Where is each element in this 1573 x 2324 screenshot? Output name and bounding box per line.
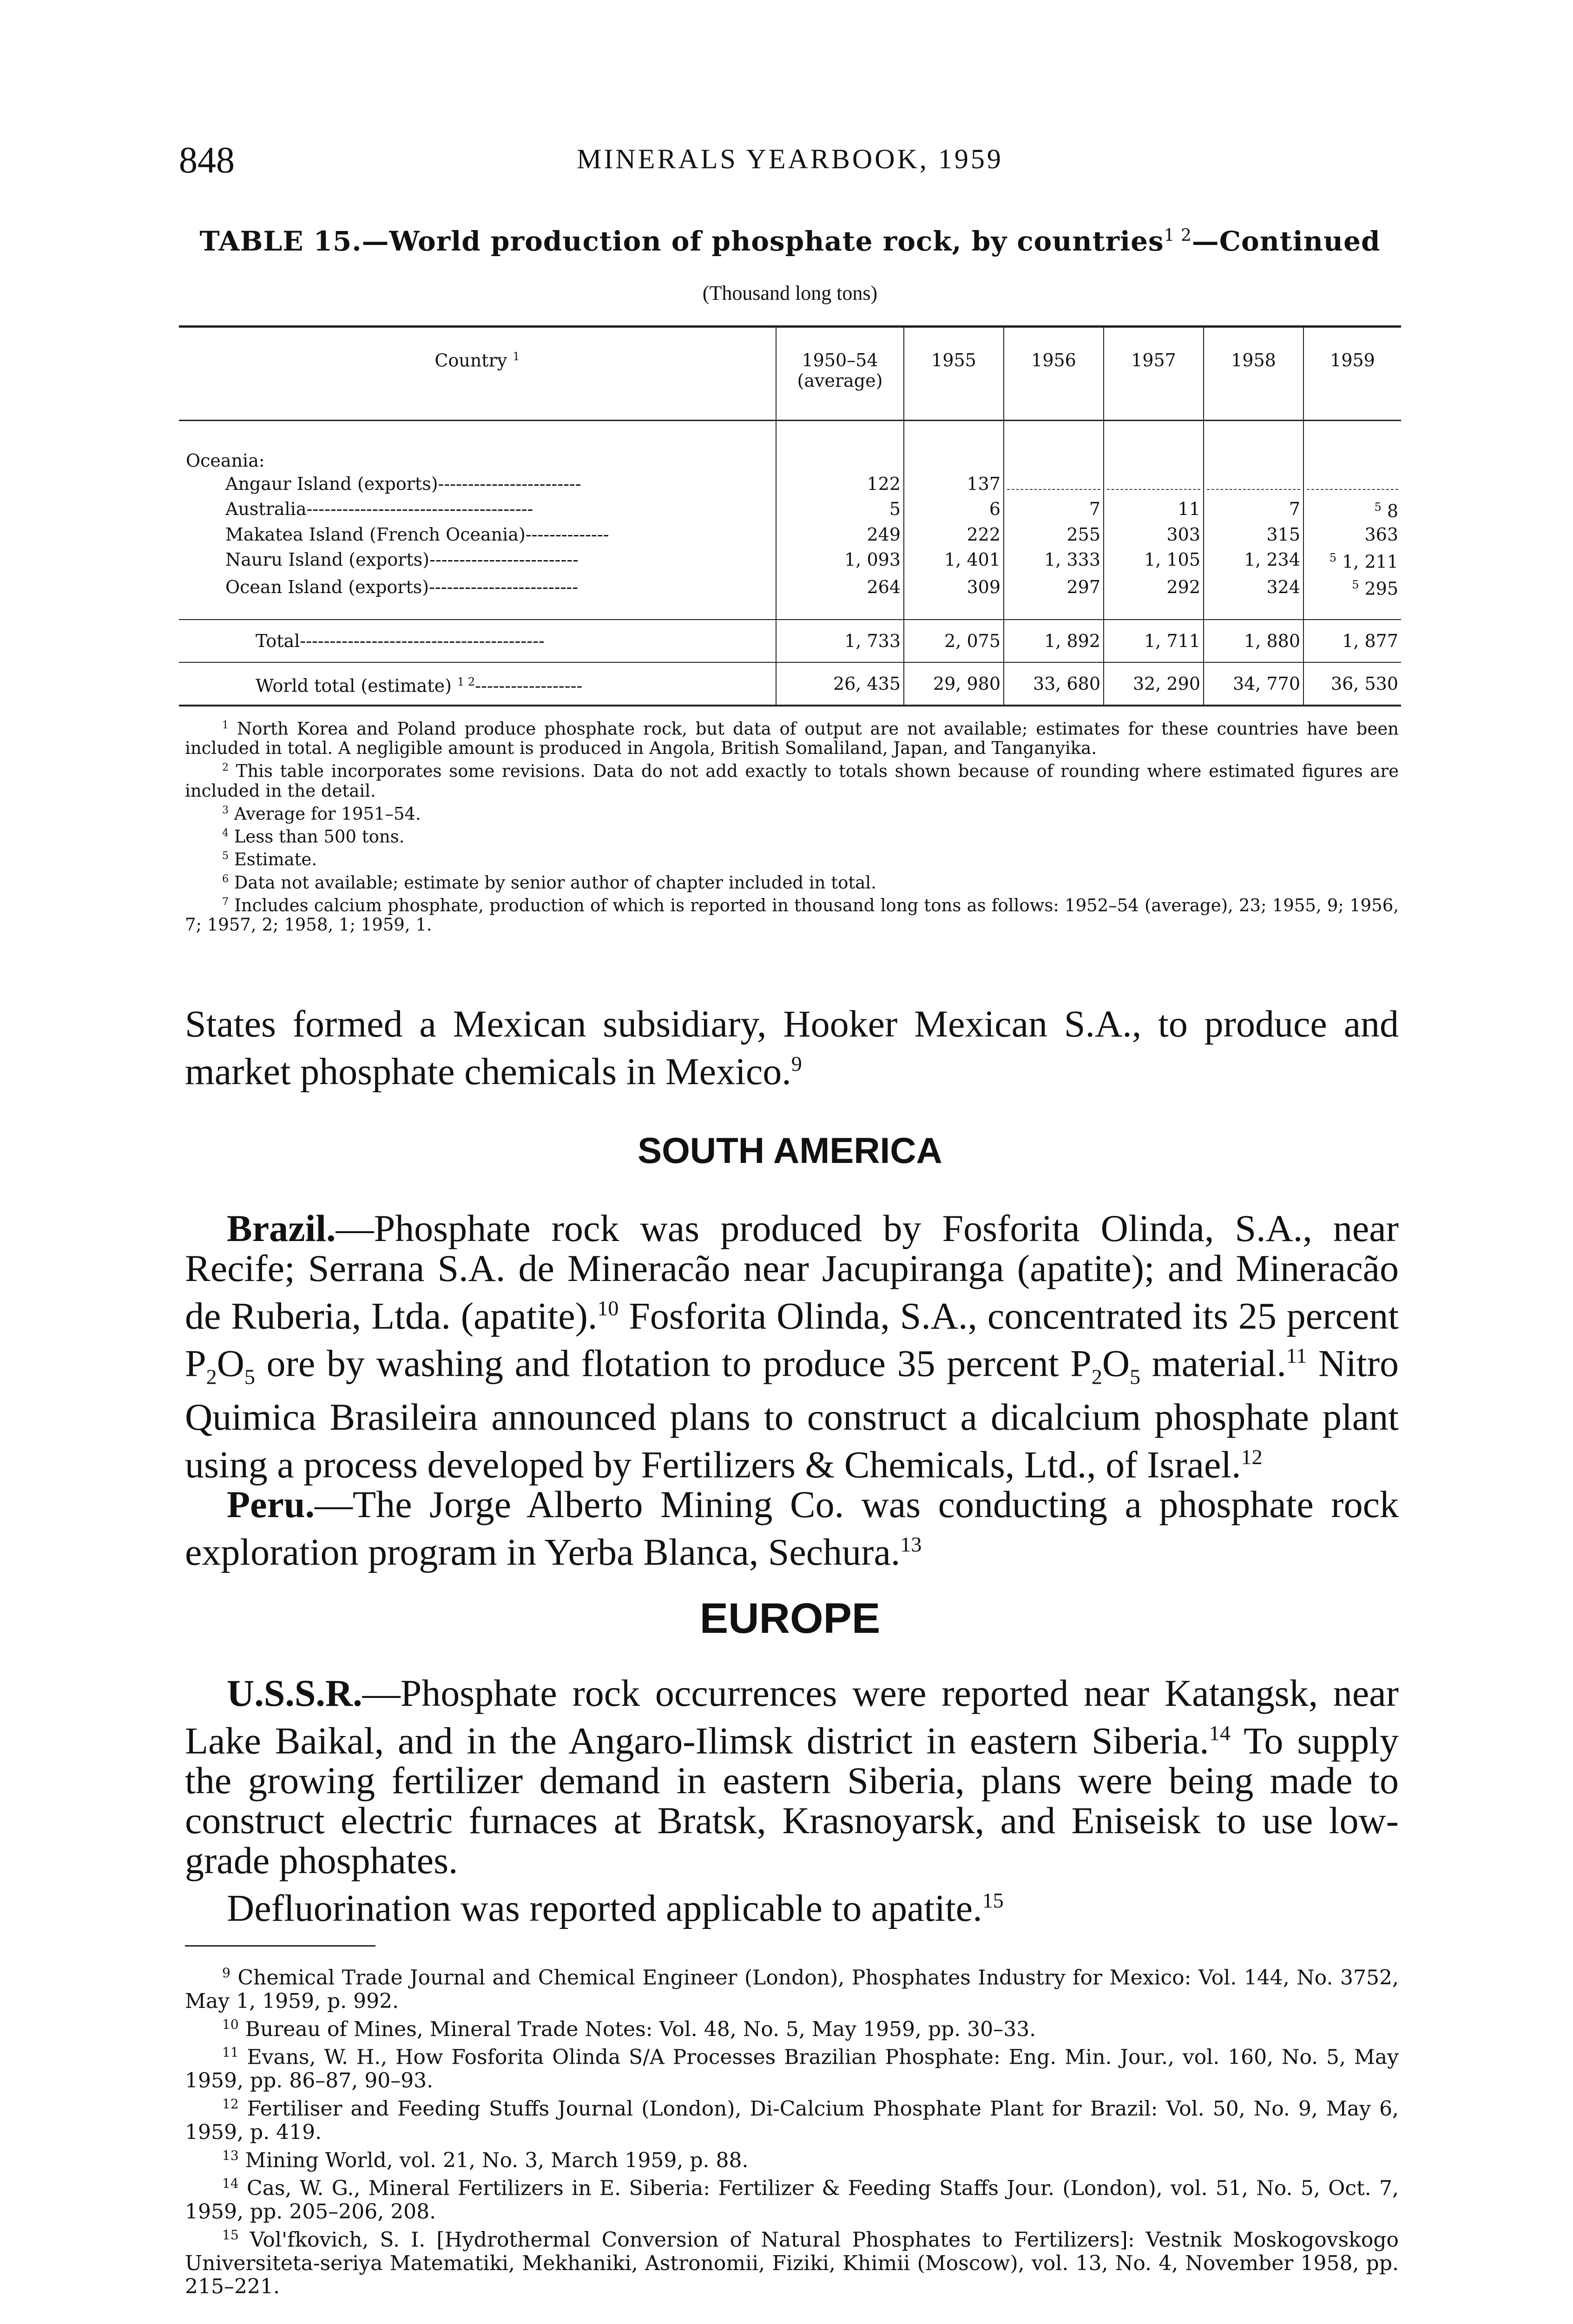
region-label: Oceania:	[186, 450, 265, 471]
value-cell: 1, 234	[1204, 546, 1303, 574]
ussr-paragraph: U.S.S.R.—Phosphate rock occurrences were reported near Katangsk, near Lake Baikal, and in the Angaro-Ilimsk district in eastern Siberia.$^{14}$ To supply the growing fertilizer demand in eastern Siberia, plans were being made to construct electric furnaces at Bratsk, Krasnoyarsk, and Eniseisk to use low-grade phosphates.	[185, 1672, 1399, 1882]
value-cell: 32, 290	[1104, 662, 1204, 706]
table-title	[179, 225, 1401, 257]
value-cell: 1, 733	[776, 620, 904, 662]
value-cell	[1204, 472, 1303, 495]
table-footnote: $^5$ Estimate.	[222, 849, 317, 870]
value-cell: 303	[1104, 523, 1204, 546]
table-title-suffix: —Continued	[1191, 225, 1381, 257]
ussr-lead: U.S.S.R.	[227, 1672, 362, 1714]
world-total-label-cell: World total (estimate) $^{1 2}$------------------	[179, 662, 776, 706]
value-cell: 1, 880	[1204, 620, 1303, 662]
page-footnotes	[185, 1961, 1399, 2298]
peru-lead: Peru.	[227, 1483, 315, 1526]
country-name: Makatea Island (French Oceania)	[225, 524, 526, 545]
value-cell: 7	[1004, 495, 1104, 523]
value-cell: 315	[1204, 523, 1303, 546]
defluorination-paragraph: Defluorination was reported applicable to apatite.$^{15}$	[227, 1887, 1004, 1929]
column-header-country-label: Country	[434, 350, 507, 371]
south-america-text	[185, 1208, 1399, 1572]
reference-footnote: $^{14}$ Cas, W. G., Mineral Fertilizers in E. Siberia: Fertilizer & Feeding Staffs Jour. (London), vol. 51, No. 5, Oct. 7, 1959, pp. 205–206, 208.	[185, 2176, 1399, 2224]
continuation-paragraph: States formed a Mexican subsidiary, Hooker Mexican S.A., to produce and market phosphate chemicals in Mexico.$^9$	[185, 1003, 1399, 1093]
value-cell: 29, 980	[904, 662, 1004, 706]
column-header-1958: 1958	[1204, 327, 1303, 421]
value-cell: 1, 401	[904, 546, 1004, 574]
footnote-ref: 5	[1374, 501, 1382, 514]
footnote-ref: 9	[791, 1052, 802, 1076]
value-cell: 137	[904, 472, 1004, 495]
brazil-lead: Brazil.	[227, 1207, 336, 1249]
total-label-cell: Total-----------------------------------------	[179, 620, 776, 662]
value-text: 295	[1364, 578, 1398, 599]
europe-text	[185, 1673, 1399, 1928]
value-cell: 11	[1104, 495, 1204, 523]
value-cell: 309	[904, 573, 1004, 601]
country-cell: Makatea Island (French Oceania)--------------	[225, 524, 609, 545]
column-header-1955: 1955	[904, 327, 1004, 421]
reference-footnote: $^{15}$ Vol'fkovich, S. I. [Hydrothermal Conversion of Natural Phosphates to Fertilizers]: Vestnik Moskogovskogo Universiteta-seriya Matematiki, Mekhaniki, Astronomii, Fiziki, Khimii (Moscow), vol. 13, No. 4, November 1958, pp. 215–221.	[185, 2227, 1399, 2298]
value-cell: 1, 711	[1104, 620, 1204, 662]
country-name: Australia	[225, 499, 307, 520]
value-cell: 249	[776, 523, 904, 546]
value-cell: 292	[1104, 573, 1204, 601]
running-header	[179, 139, 1401, 181]
running-title: MINERALS YEARBOOK, 1959	[577, 144, 1003, 174]
reference-footnote: $^{11}$ Evans, W. H., How Fosforita Olinda S/A Processes Brazilian Phosphate: Eng. Min. Jour., vol. 160, No. 5, May 1959, pp. 86–87, 90–93.	[185, 2045, 1399, 2093]
page-number: 848	[179, 140, 235, 181]
value-cell: 297	[1004, 573, 1104, 601]
country-name: Nauru Island (exports)	[225, 549, 430, 570]
region-row	[179, 421, 1401, 473]
footnote-ref: 5	[1329, 551, 1337, 564]
table-units: (Thousand long tons)	[702, 282, 878, 304]
column-header-1956: 1956	[1004, 327, 1104, 421]
value-cell: 363	[1303, 523, 1401, 546]
column-header-country	[179, 327, 776, 421]
table-footnotes	[185, 716, 1399, 935]
table-header-row	[179, 327, 1401, 421]
table-row	[179, 546, 1401, 574]
section-heading-south-america: SOUTH AMERICA	[638, 1130, 942, 1171]
value-cell: 5	[776, 495, 904, 523]
table-footnote: $^3$ Average for 1951–54.	[222, 803, 421, 824]
column-header-1959: 1959	[1303, 327, 1401, 421]
table-title-footnote-ref: 1 2	[1164, 226, 1192, 245]
value-cell: 6	[904, 495, 1004, 523]
table-row	[179, 495, 1401, 523]
value-cell: 222	[904, 523, 1004, 546]
world-total-label: World total (estimate)	[256, 675, 452, 696]
table-footnote: $^1$ North Korea and Poland produce phosphate rock, but data of output are not available; estimates for these countries have been included in total. A negligible amount is produced in Angola, British Somaliland, Japan, and Tanganyika.	[185, 719, 1399, 759]
value-cell	[1004, 472, 1104, 495]
country-cell: Ocean Island (exports)-------------------------	[225, 576, 579, 597]
table-footnote: $^2$ This table incorporates some revisions. Data do not add exactly to totals shown because of rounding where estimated figures are included in the detail.	[185, 761, 1399, 801]
no-data-dash	[1207, 476, 1300, 490]
country-name: Angaur Island (exports)	[225, 474, 438, 494]
value-cell	[1104, 472, 1204, 495]
value-cell	[1303, 495, 1401, 523]
world-total-footnote-ref: 1 2	[457, 675, 475, 688]
reference-footnote: $^9$ Chemical Trade Journal and Chemical Engineer (London), Phosphates Industry for Mexico: Vol. 144, No. 3752, May 1, 1959, p. 992.	[185, 1965, 1399, 2013]
world-total-row	[179, 662, 1401, 706]
phosphate-table	[179, 325, 1401, 706]
no-data-dash	[1307, 476, 1398, 490]
value-cell: 1, 093	[776, 546, 904, 574]
column-header-1957: 1957	[1104, 327, 1204, 421]
value-cell: 34, 770	[1204, 662, 1303, 706]
footnote-ref: 5	[1352, 578, 1359, 592]
reference-footnote: $^{12}$ Fertiliser and Feeding Stuffs Journal (London), Di-Calcium Phosphate Plant for Brazil: Vol. 50, No. 9, May 6, 1959, p. 419.	[185, 2096, 1399, 2144]
table-footnote: $^4$ Less than 500 tons.	[222, 826, 405, 847]
table-row	[179, 472, 1401, 495]
value-cell: 36, 530	[1303, 662, 1401, 706]
column-header-1950-54: 1950–54 (average)	[776, 327, 904, 421]
country-cell: Nauru Island (exports)-------------------------	[225, 549, 579, 570]
column-header-country-footnote-ref: 1	[513, 350, 520, 363]
value-cell	[1303, 546, 1401, 574]
value-cell: 122	[776, 472, 904, 495]
value-cell: 1, 877	[1303, 620, 1401, 662]
country-name: Ocean Island (exports)	[225, 576, 429, 597]
table-footnote: $^7$ Includes calcium phosphate, production of which is reported in thousand long tons as follows: 1952–54 (average), 23; 1955, 9; 1956, 7; 1957, 2; 1958, 1; 1959, 1.	[185, 895, 1399, 935]
value-cell: 26, 435	[776, 662, 904, 706]
value-cell: 2, 075	[904, 620, 1004, 662]
value-cell: 7	[1204, 495, 1303, 523]
country-cell: Australia--------------------------------------	[225, 499, 533, 520]
value-text: 8	[1387, 501, 1398, 522]
value-cell: 33, 680	[1004, 662, 1104, 706]
table-row	[179, 573, 1401, 601]
value-cell: 264	[776, 573, 904, 601]
no-data-dash	[1007, 476, 1100, 490]
value-cell: 1, 333	[1004, 546, 1104, 574]
country-cell: Angaur Island (exports)------------------------	[225, 474, 581, 494]
reference-footnote: $^{10}$ Bureau of Mines, Mineral Trade Notes: Vol. 48, No. 5, May 1959, pp. 30–33.	[222, 2016, 1036, 2041]
total-row	[179, 620, 1401, 662]
value-cell: 1, 105	[1104, 546, 1204, 574]
table-title-text: TABLE 15.—World production of phosphate rock, by countries	[199, 225, 1164, 257]
value-cell: 324	[1204, 573, 1303, 601]
reference-footnote: $^{13}$ Mining World, vol. 21, No. 3, March 1959, p. 88.	[222, 2147, 749, 2172]
section-heading-europe: EUROPE	[699, 1595, 881, 1642]
brazil-paragraph: Brazil.—Phosphate rock was produced by Fosforita Olinda, S.A., near Recife; Serrana S.A. de Mineracão near Jacupiranga (apatite); and Mineracão de Ruberia, Ltda. (apatite).$^{10}$ Fosforita Olinda, S.A., concentrated its 25 percent $P_2O_5$ ore by washing and flotation to produce 35 percent $P_2O_5$ material.$^{11}$ Nitro Quimica Brasileira announced plans to construct a dicalcium phosphate plant using a process developed by Fertilizers & Chemicals, Ltd., of Israel.$^{12}$	[185, 1207, 1399, 1486]
table-row	[179, 523, 1401, 546]
no-data-dash	[1107, 476, 1200, 490]
footnote-divider	[185, 1945, 375, 1947]
value-cell	[1303, 573, 1401, 601]
table-footnote: $^6$ Data not available; estimate by senior author of chapter included in total.	[222, 872, 876, 892]
value-cell: 255	[1004, 523, 1104, 546]
peru-paragraph: Peru.—The Jorge Alberto Mining Co. was conducting a phosphate rock exploration program in Yerba Blanca, Sechura.$^{13}$	[185, 1483, 1399, 1573]
total-label: Total	[256, 630, 300, 651]
value-cell	[1303, 472, 1401, 495]
value-text: 1, 211	[1342, 551, 1398, 572]
value-cell: 1, 892	[1004, 620, 1104, 662]
